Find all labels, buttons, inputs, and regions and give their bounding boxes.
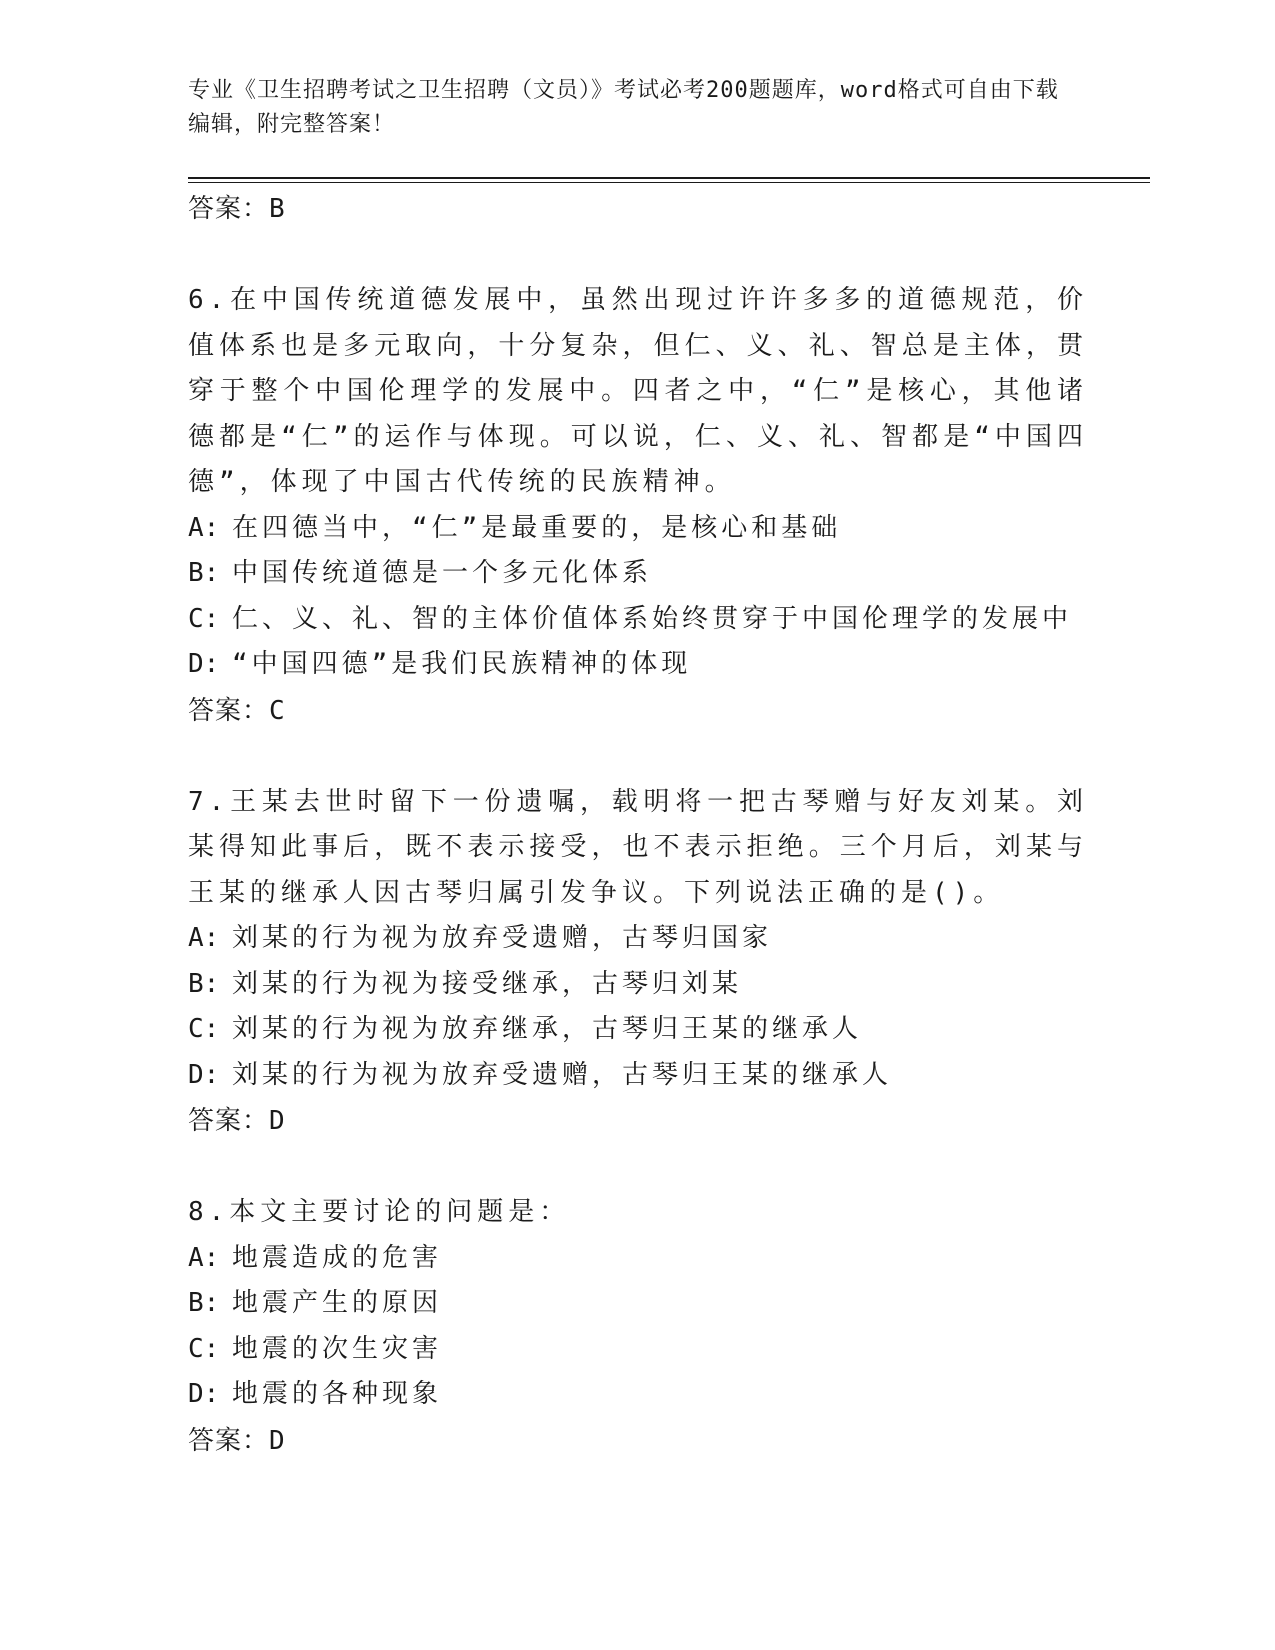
option-letter: A:	[188, 1242, 220, 1273]
option-letter: A:	[188, 512, 220, 543]
question-list	[188, 186, 1088, 1464]
option-d	[188, 642, 1088, 688]
option-letter: D:	[188, 1379, 220, 1409]
option-c	[188, 597, 1088, 643]
header-rule-thin	[188, 182, 1150, 183]
option-b	[188, 962, 1088, 1008]
option-letter: C:	[188, 1014, 220, 1044]
option-text: 中国传统道德是一个多元化体系	[232, 558, 653, 588]
question-stem: 6.在中国传统道德发展中，虽然出现过许许多多的道德规范，价值体系也是多元取向，十分复杂，但仁、义、礼、智总是主体，贯穿于整个中国伦理学的发展中。四者之中，“仁”是核心，其他诸德都是“仁”的运作与体现。可以说，仁、义、礼、智都是“中国四德”，体现了中国古代传统的民族精神。	[188, 285, 1088, 497]
option-text: 刘某的行为视为放弃受遗赠，古琴归国家	[232, 923, 773, 953]
option-text: 在四德当中，“仁”是最重要的，是核心和基础	[232, 512, 842, 543]
answer-line: 答案：D	[188, 1106, 286, 1136]
option-a	[188, 1236, 1088, 1282]
document-header: 专业《卫生招聘考试之卫生招聘（文员）》考试必考200题题库，word格式可自由下载编辑，附完整答案！	[188, 78, 1059, 137]
option-d	[188, 1053, 1088, 1099]
option-a	[188, 506, 1088, 552]
option-text: 仁、义、礼、智的主体价值体系始终贯穿于中国伦理学的发展中	[232, 603, 1073, 634]
option-letter: A:	[188, 923, 220, 953]
option-c	[188, 1327, 1088, 1373]
option-letter: B:	[188, 1288, 220, 1318]
header-rule-thick	[188, 177, 1150, 179]
option-b	[188, 551, 1088, 597]
option-letter: B:	[188, 558, 220, 588]
option-text: 刘某的行为视为放弃受遗赠，古琴归王某的继承人	[232, 1059, 893, 1090]
option-letter: C:	[188, 603, 220, 634]
answer-line: 答案：C	[188, 695, 286, 726]
option-b	[188, 1281, 1088, 1327]
option-text: 地震的各种现象	[232, 1379, 443, 1409]
option-letter: B:	[188, 968, 220, 999]
option-letter: C:	[188, 1333, 220, 1364]
option-text: 刘某的行为视为接受继承，古琴归刘某	[232, 968, 743, 999]
option-text: “中国四德”是我们民族精神的体现	[232, 649, 692, 679]
question-stem: 7.王某去世时留下一份遗嘱，载明将一把古琴赠与好友刘某。刘某得知此事后，既不表示接受，也不表示拒绝。三个月后，刘某与王某的继承人因古琴归属引发争议。下列说法正确的是()。	[188, 786, 1088, 908]
question-stem: 8.本文主要讨论的问题是：	[188, 1197, 571, 1227]
option-text: 地震的次生灾害	[232, 1333, 443, 1364]
question-8	[188, 1190, 1088, 1464]
option-text: 地震产生的原因	[232, 1288, 443, 1318]
answer-line: 答案：D	[188, 1425, 286, 1456]
option-c	[188, 1007, 1088, 1053]
option-letter: D:	[188, 1059, 220, 1090]
option-text: 刘某的行为视为放弃继承，古琴归王某的继承人	[232, 1014, 863, 1044]
option-letter: D:	[188, 649, 220, 679]
question-6	[188, 278, 1088, 734]
question-7	[188, 780, 1088, 1145]
option-text: 地震造成的危害	[232, 1242, 443, 1273]
answer-line: 答案：B	[188, 194, 286, 224]
option-d	[188, 1372, 1088, 1418]
option-a	[188, 916, 1088, 962]
